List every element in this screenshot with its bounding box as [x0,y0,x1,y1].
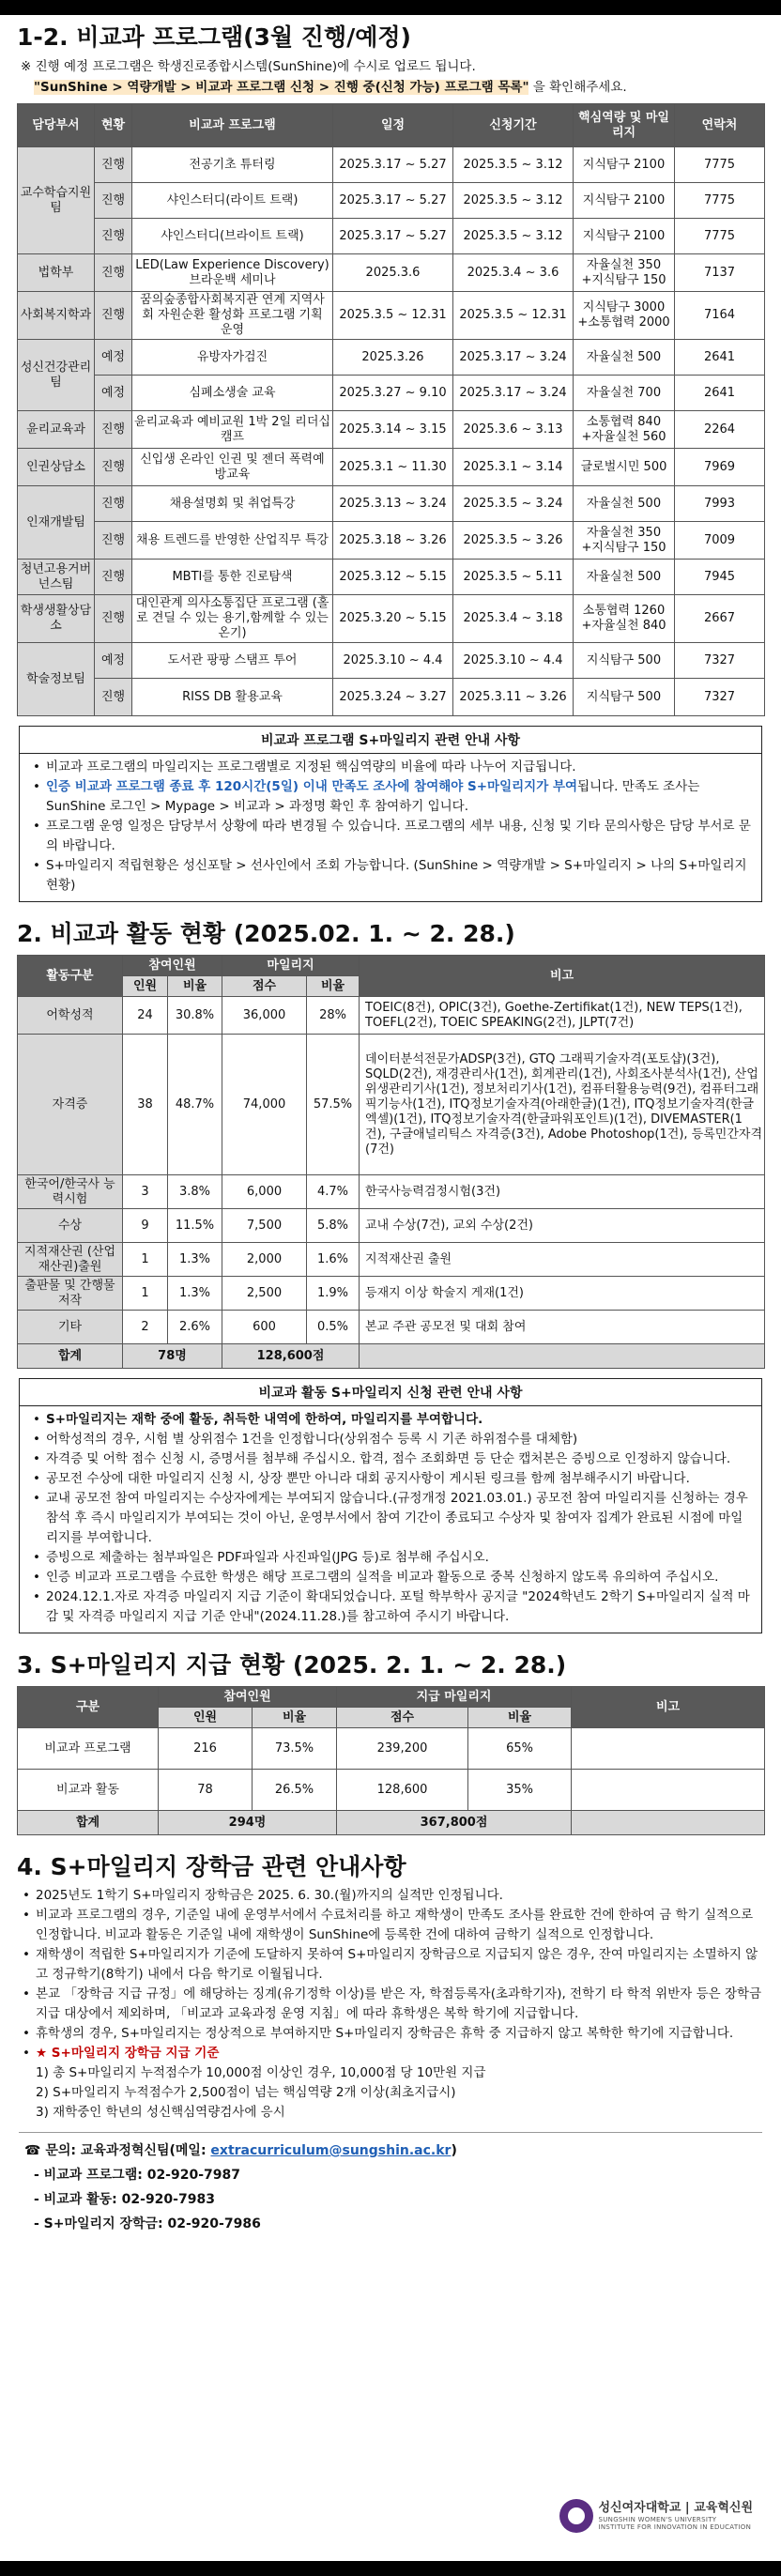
cell: 전공기초 튜터링 [132,147,333,183]
col-mile: 마일리지 [222,956,360,976]
notice-item [33,1410,754,1430]
total-note [360,1344,765,1369]
cell: 진행 [95,560,132,595]
program-notice-box [19,726,762,902]
cell: 유방자가검진 [132,340,333,376]
cell: 비교과 활동 [18,1770,159,1811]
cell: 2025.3.17 ~ 3.24 [453,340,574,376]
table-row [18,1035,765,1175]
cell: 1.9% [307,1277,360,1311]
col-s: 점수 [222,976,307,997]
table-row [18,1175,765,1209]
col-note: 비고 [572,1687,765,1728]
cell: 2025.3.27 ~ 9.10 [333,376,453,411]
table-row [18,183,765,219]
cell: 2025.3.10 ~ 4.4 [333,643,453,679]
emblem-icon [559,2499,593,2533]
mileage-table [17,1686,765,1835]
cell: 2025.3.14 ~ 3.15 [333,411,453,449]
cell: 예정 [95,643,132,679]
cell: 7009 [675,522,765,560]
col-header: 연락처 [675,104,765,147]
total-note [572,1811,765,1835]
cell: 2025.3.1 ~ 3.14 [453,449,574,486]
cell: 128,600 [337,1770,468,1811]
table-row [18,254,765,292]
col-header: 현황 [95,104,132,147]
notice-rest: 됩니다. 만족도 조사는 SunShine 로그인 > Mypage > 비교과 > 과정명 확인 후 참여하기 입니다. [46,779,700,814]
total-label: 합계 [18,1811,159,1835]
note-cell [572,1770,765,1811]
col-part: 참여인원 [123,956,222,976]
col-n: 인원 [159,1708,253,1728]
notice-item: • 증빙으로 제출하는 첨부파일은 PDF파일과 사진파일(JPG 등)로 첨부해 주십시오. [33,1548,754,1568]
section2-title: 2. 비교과 활동 현황 (2025.02. 1. ~ 2. 28.) [17,920,515,947]
cell: 2025.3.5 ~ 12.31 [453,292,574,340]
cell: 2025.3.20 ~ 5.15 [333,595,453,643]
cell: 윤리교육과 예비교원 1박 2일 리더십캠프 [132,411,333,449]
cell: 65% [468,1728,572,1770]
cell: 소통협력 840 +자율실천 560 [574,411,675,449]
cell: 0.5% [307,1311,360,1344]
cell: 2025.3.5 ~ 3.12 [453,147,574,183]
cell: 진행 [95,486,132,522]
cell: 소통협력 1260 +자율실천 840 [574,595,675,643]
section4-title: 4. S+마일리지 장학금 관련 안내사항 [17,1853,406,1880]
cell: 2025.3.6 [333,254,453,292]
cell: 7969 [675,449,765,486]
cell: 진행 [95,411,132,449]
col-r2: 비율 [307,976,360,997]
notice-item: • 자격증 및 어학 점수 신청 시, 증명서를 첨부해 주십시오. 합격, 점수 조회화면 등 단순 캡처본은 증빙으로 인정하지 않습니다. [33,1449,754,1469]
cell: 3 [123,1175,168,1209]
bottom-bar [0,2561,781,2576]
cell: 출판물 및 간행물 저작 [18,1277,123,1311]
table-row [18,997,765,1035]
cell: RISS DB 활용교육 [132,679,333,716]
cell: 7993 [675,486,765,522]
dept-cell: 인재개발팀 [18,486,95,560]
scholarship-item: • 휴학생의 경우, S+마일리지는 정상적으로 부여하지만 S+마일리지 장학금은 휴학 중 지급하지 않고 복학한 학기에 지급합니다. [23,2024,762,2044]
cell: 2025.3.13 ~ 3.24 [333,486,453,522]
cell: 2025.3.26 [333,340,453,376]
cell: 1.3% [168,1243,222,1277]
dept-cell: 청년고용거버넌스팀 [18,560,95,595]
table-row [18,1311,765,1344]
cell: 지적재산권 (산업재산권)출원 [18,1243,123,1277]
logo-name: 성신여자대학교 | 교육혁신원 [598,2501,753,2515]
table-row [18,522,765,560]
cell: 진행 [95,219,132,254]
table-row [18,340,765,376]
col-r: 비율 [253,1708,337,1728]
university-logo [559,2499,754,2533]
table-row [18,1728,765,1770]
cell: 2025.3.6 ~ 3.13 [453,411,574,449]
note-cell [572,1728,765,1770]
cell: 1.3% [168,1277,222,1311]
cell: 9 [123,1209,168,1243]
col-r: 비율 [168,976,222,997]
cell: 24 [123,997,168,1035]
col-header: 일정 [333,104,453,147]
notice-item: • 2024.12.1.자로 자격증 마일리지 지급 기준이 확대되었습니다. 포털 학부학사 공지글 "2024학년도 2학기 S+마일리지 실적 마감 및 자격증 마일리지 지급 기준 안내"(2024.11.28.)를 참고하여 주시기 바랍니다. [33,1587,754,1627]
cell: 진행 [95,522,132,560]
cell: 28% [307,997,360,1035]
cell: 11.5% [168,1209,222,1243]
contact-block [0,2133,781,2236]
table-row [18,411,765,449]
scholarship-item: • 2025년도 1학기 S+마일리지 장학금은 2025. 6. 30.(월)까지의 실적만 인정됩니다. [23,1886,762,1906]
notice-title: 비교과 활동 S+마일리지 신청 관련 안내 사항 [20,1379,761,1406]
cell: 7,500 [222,1209,307,1243]
cell: 2,500 [222,1277,307,1311]
cell: 대인관계 의사소통집단 프로그램 (홀로 견딜 수 있는 용기,함께할 수 있는 온기) [132,595,333,643]
table-row [18,292,765,340]
total-people: 78명 [123,1344,222,1369]
cell: 2 [123,1311,168,1344]
cell: 한국어/한국사 능력시험 [18,1175,123,1209]
cell: 한국사능력검정시험(3건) [360,1175,765,1209]
program-table [17,103,765,716]
total-people: 294명 [159,1811,337,1835]
cell: 진행 [95,449,132,486]
cell: 2025.3.5 ~ 3.26 [453,522,574,560]
col-cat: 구분 [18,1687,159,1728]
cell: 2641 [675,340,765,376]
scholarship-item: • 재학생이 적립한 S+마일리지가 기준에 도달하지 못하여 S+마일리지 장학금으로 지급되지 않은 경우, 잔여 마일리지는 소멸하지 않고 정규학기(8학기) 내에서 다음 학기로 이월됩니다. [23,1945,762,1985]
col-header: 비교과 프로그램 [132,104,333,147]
total-row [18,1811,765,1835]
cell: 30.8% [168,997,222,1035]
top-bar [0,0,781,15]
scholarship-item: • 비교과 프로그램의 경우, 기준일 내에 운영부서에서 수료처리를 하고 재학생이 만족도 조사를 완료한 건에 한하여 금 학기 실적으로 인정합니다. 비교과 활동은 기준일 내에 재학생이 SunShine에 등록한 건에 대하여 금학기 실적으로 인정합니다. [23,1906,762,1945]
dept-cell: 사회복지학과 [18,292,95,340]
cell: 2025.3.12 ~ 5.15 [333,560,453,595]
cell: 36,000 [222,997,307,1035]
dept-cell: 인권상담소 [18,449,95,486]
table-row [18,449,765,486]
cell: 239,200 [337,1728,468,1770]
cell: 48.7% [168,1035,222,1175]
notice-item: • 비교과 프로그램의 마일리지는 프로그램별로 지정된 핵심역량의 비율에 따라 나누어 지급됩니다. [33,758,754,777]
table-row [18,486,765,522]
col-s: 점수 [337,1708,468,1728]
notice-item: • S+마일리지 적립현황은 성신포탈 > 선사인에서 조회 가능합니다. (SunShine > 역량개발 > S+마일리지 > 나의 S+마일리지 현황) [33,856,754,896]
notice-item: • 프로그램 운영 일정은 담당부서 상황에 따라 변경될 수 있습니다. 프로그램의 세부 내용, 신청 및 기타 문의사항은 담당 부서로 문의 바랍니다. [33,817,754,856]
cell: 지식탐구 3000 +소통협력 2000 [574,292,675,340]
contact-head: ☎ 문의: 교육과정혁신팀(메일: [24,2143,211,2158]
cell: 진행 [95,679,132,716]
col-note: 비고 [360,956,765,997]
contact-tail: ) [451,2143,457,2158]
cell: 1.6% [307,1243,360,1277]
cell: 수상 [18,1209,123,1243]
cell: 2025.3.5 ~ 3.12 [453,219,574,254]
cell: 진행 [95,595,132,643]
cell: 교내 수상(7건), 교외 수상(2건) [360,1209,765,1243]
cell: 2641 [675,376,765,411]
cell: 7137 [675,254,765,292]
cell: 2025.3.17 ~ 5.27 [333,219,453,254]
cell: 진행 [95,292,132,340]
contact-line: - 비교과 활동: 02-920-7983 [34,2192,215,2207]
cell: 비교과 프로그램 [18,1728,159,1770]
contact-line: - S+마일리지 장학금: 02-920-7986 [34,2216,261,2231]
cell: 2025.3.4 ~ 3.18 [453,595,574,643]
cell: 3.8% [168,1175,222,1209]
cell: 7327 [675,643,765,679]
cell: 216 [159,1728,253,1770]
cell: 2025.3.5 ~ 3.24 [453,486,574,522]
cell: 74,000 [222,1035,307,1175]
sunshine-path: "SunShine > 역량개발 > 비교과 프로그램 신청 > 진행 중(신청 가능) 프로그램 목록" [34,80,529,95]
cell: 지식탐구 2100 [574,219,675,254]
cell: 1 [123,1277,168,1311]
dept-cell: 교수학습지원팀 [18,147,95,254]
cell: 도서관 팡팡 스탬프 투어 [132,643,333,679]
note-tail: 을 확인해주세요. [528,80,627,95]
notice-item [33,777,754,817]
logo-sub: SUNGSHIN WOMEN'S UNIVERSITY [598,2516,717,2523]
logo-sub2: INSTITUTE FOR INNOVATION IN EDUCATION [598,2523,752,2531]
cell: 26.5% [253,1770,337,1811]
cell: 본교 주관 공모전 및 대회 참여 [360,1311,765,1344]
cell: 57.5% [307,1035,360,1175]
notice-item: • 공모전 수상에 대한 마일리지 신청 시, 상장 뿐만 아니라 대회 공지사항이 게시된 링크를 함께 첨부해주시기 바랍니다. [33,1469,754,1489]
table-row [18,219,765,254]
criteria-item: 3) 재학중인 학년의 성신핵심역량검사에 응시 [36,2105,285,2120]
cell: 73.5% [253,1728,337,1770]
cell: 2025.3.11 ~ 3.26 [453,679,574,716]
notice-emph: S+마일리지는 재학 중에 활동, 취득한 내역에 한하여, 마일리지를 부여합니다. [46,1412,483,1427]
col-cat: 활동구분 [18,956,123,997]
criteria-block [23,2044,762,2123]
cell: 5.8% [307,1209,360,1243]
cell: 어학성적 [18,997,123,1035]
cell: 2,000 [222,1243,307,1277]
dept-cell: 학술정보팀 [18,643,95,716]
activity-table [17,955,765,1369]
cell: 7164 [675,292,765,340]
table-row [18,595,765,643]
table-row [18,560,765,595]
total-label: 합계 [18,1344,123,1369]
table-row [18,1209,765,1243]
cell: 진행 [95,183,132,219]
scholarship-list [0,1882,781,2123]
criteria-item: 1) 총 S+마일리지 누적점수가 10,000점 이상인 경우, 10,000점 당 10만원 지급 [36,2065,486,2080]
cell: 자율실천 350 +지식탐구 150 [574,254,675,292]
section3-title: 3. S+마일리지 지급 현황 (2025. 2. 1. ~ 2. 28.) [17,1651,567,1679]
cell: 지식탐구 500 [574,643,675,679]
cell: 2025.3.10 ~ 4.4 [453,643,574,679]
table-row [18,147,765,183]
cell: 7775 [675,147,765,183]
cell: 기타 [18,1311,123,1344]
notice-item: • 어학성적의 경우, 시험 별 상위점수 1건을 인정합니다(상위점수 등록 시 기존 하위점수를 대체함) [33,1430,754,1449]
cell: 2025.3.18 ~ 3.26 [333,522,453,560]
cell: 7775 [675,219,765,254]
cell: 신입생 온라인 인권 및 젠더 폭력예방교육 [132,449,333,486]
col-part: 참여인원 [159,1687,337,1708]
cell: 2025.3.17 ~ 5.27 [333,147,453,183]
section1-note [0,53,781,98]
cell: 7945 [675,560,765,595]
notice-item: • 교내 공모전 참여 마일리지는 수상자에게는 부여되지 않습니다.(규정개정 2021.03.01.) 공모전 참여 마일리지를 신청하는 경우 참석 후 즉시 마일리지가 부여되는 것이 아닌, 운영부서에서 참여 기간이 종료되고 수상자 및 참여자 집계가 완료된 시점에 마일리지를 부여합니다. [33,1489,754,1548]
cell: 자율실천 500 [574,486,675,522]
cell: 채용 트렌드를 반영한 산업직무 특강 [132,522,333,560]
total-row [18,1344,765,1369]
col-r2: 비율 [468,1708,572,1728]
cell: 진행 [95,254,132,292]
note-line: ※ 진행 예정 프로그램은 학생진로종합시스템(SunShine)에 수시로 업로드 됩니다. [21,59,476,74]
table-row [18,679,765,716]
col-header: 신청기간 [453,104,574,147]
notice-item: • 인증 비교과 프로그램을 수료한 학생은 해당 프로그램의 실적을 비교과 활동으로 중복 신청하지 않도록 유의하여 주십시오. [33,1568,754,1587]
cell: 글로벌시민 500 [574,449,675,486]
criteria-title: • ★ S+마일리지 장학금 지급 기준 [36,2046,220,2061]
table-row [18,643,765,679]
col-header: 담당부서 [18,104,95,147]
table-row [18,1770,765,1811]
cell: 지적재산권 출원 [360,1243,765,1277]
cell: 1 [123,1243,168,1277]
criteria-item: 2) S+마일리지 누적점수가 2,500점이 넘는 핵심역량 2개 이상(최초지급시) [36,2085,456,2100]
cell: TOEIC(8건), OPIC(3건), Goethe-Zertifikat(1건), NEW TEPS(1건), TOEFL(2건), TOEIC SPEAKING(2건), JLPT(7건) [360,997,765,1035]
cell: MBTI를 통한 진로탐색 [132,560,333,595]
col-pay: 지급 마일리지 [337,1687,572,1708]
cell: 2025.3.5 ~ 12.31 [333,292,453,340]
cell: 채용설명회 및 취업특강 [132,486,333,522]
cell: 6,000 [222,1175,307,1209]
contact-email-link[interactable]: extracurriculum@sungshin.ac.kr [210,2143,452,2158]
cell: 등재지 이상 학술지 게재(1건) [360,1277,765,1311]
cell: 지식탐구 2100 [574,147,675,183]
cell: 예정 [95,376,132,411]
notice-title: 비교과 프로그램 S+마일리지 관련 안내 사항 [20,727,761,754]
notice-emph: 인증 비교과 프로그램 종료 후 120시간(5일) 이내 만족도 조사에 참여해야 S+마일리지가 부여 [46,779,578,794]
dept-cell: 법학부 [18,254,95,292]
cell: 2667 [675,595,765,643]
cell: 2025.3.17 ~ 5.27 [333,183,453,219]
cell: 꿈의숲종합사회복지관 연계 지역사회 자원순환 활성화 프로그램 기획 운영 [132,292,333,340]
cell: 2025.3.1 ~ 11.30 [333,449,453,486]
cell: 2.6% [168,1311,222,1344]
cell: 4.7% [307,1175,360,1209]
cell: 지식탐구 2100 [574,183,675,219]
activity-notice-box [19,1378,762,1633]
total-points: 367,800점 [337,1811,572,1835]
cell: 자율실천 500 [574,560,675,595]
cell: 7327 [675,679,765,716]
cell: 2025.3.24 ~ 3.27 [333,679,453,716]
cell: 데이터분석전문가ADSP(3건), GTQ 그래픽기술자격(포토샵)(3건), SQLD(2건), 재경관리사(1건), 회계관리(1건), 사회조사분석사(1건), 산업위생관리기사(1건), 정보처리기사(1건), 컴퓨터활용능력(9건), 컴퓨터그래픽기능사(1건), ITQ정보기술자격(아래한글)(1건), ITQ정보기술자격(한글엑셀)(1건), ITQ정보기술자격(한글파워포인트)(1건), DIVEMASTER(1건), 구글애널리틱스 자격증(3건), Adobe Photoshop(1건), 등록민간자격(7건) [360,1035,765,1175]
cell: 2025.3.4 ~ 3.6 [453,254,574,292]
cell: 7775 [675,183,765,219]
cell: 78 [159,1770,253,1811]
section1-title: 1-2. 비교과 프로그램(3월 진행/예정) [17,23,411,51]
cell: 자율실천 700 [574,376,675,411]
cell: 자격증 [18,1035,123,1175]
dept-cell: 학생생활상담소 [18,595,95,643]
table-row [18,376,765,411]
scholarship-item: • 본교 「장학금 지급 규정」에 해당하는 징계(유기정학 이상)를 받은 자, 학점등록자(초과학기자), 전학기 타 학적 위반자 등은 장학금 지급 대상에서 제외하며, 「비교과 교육과정 운영 지침」에 따라 휴학생은 복학 학기에 지급합니다. [23,1985,762,2024]
cell: 2025.3.5 ~ 3.12 [453,183,574,219]
cell: 600 [222,1311,307,1344]
col-header: 핵심역량 및 마일리지 [574,104,675,147]
cell: 2025.3.5 ~ 5.11 [453,560,574,595]
cell: 지식탐구 500 [574,679,675,716]
cell: 자율실천 350 +지식탐구 150 [574,522,675,560]
total-points: 128,600점 [222,1344,360,1369]
cell: 2025.3.17 ~ 3.24 [453,376,574,411]
cell: LED(Law Experience Discovery) 브라운백 세미나 [132,254,333,292]
cell: 진행 [95,147,132,183]
table-row [18,1277,765,1311]
table-row [18,1243,765,1277]
cell: 심폐소생술 교육 [132,376,333,411]
cell: 2264 [675,411,765,449]
dept-cell: 성신건강관리팀 [18,340,95,411]
dept-cell: 윤리교육과 [18,411,95,449]
cell: 자율실천 500 [574,340,675,376]
cell: 샤인스터디(브라이트 트랙) [132,219,333,254]
cell: 38 [123,1035,168,1175]
cell: 샤인스터디(라이트 트랙) [132,183,333,219]
contact-line: - 비교과 프로그램: 02-920-7987 [34,2168,240,2183]
cell: 예정 [95,340,132,376]
col-n: 인원 [123,976,168,997]
cell: 35% [468,1770,572,1811]
